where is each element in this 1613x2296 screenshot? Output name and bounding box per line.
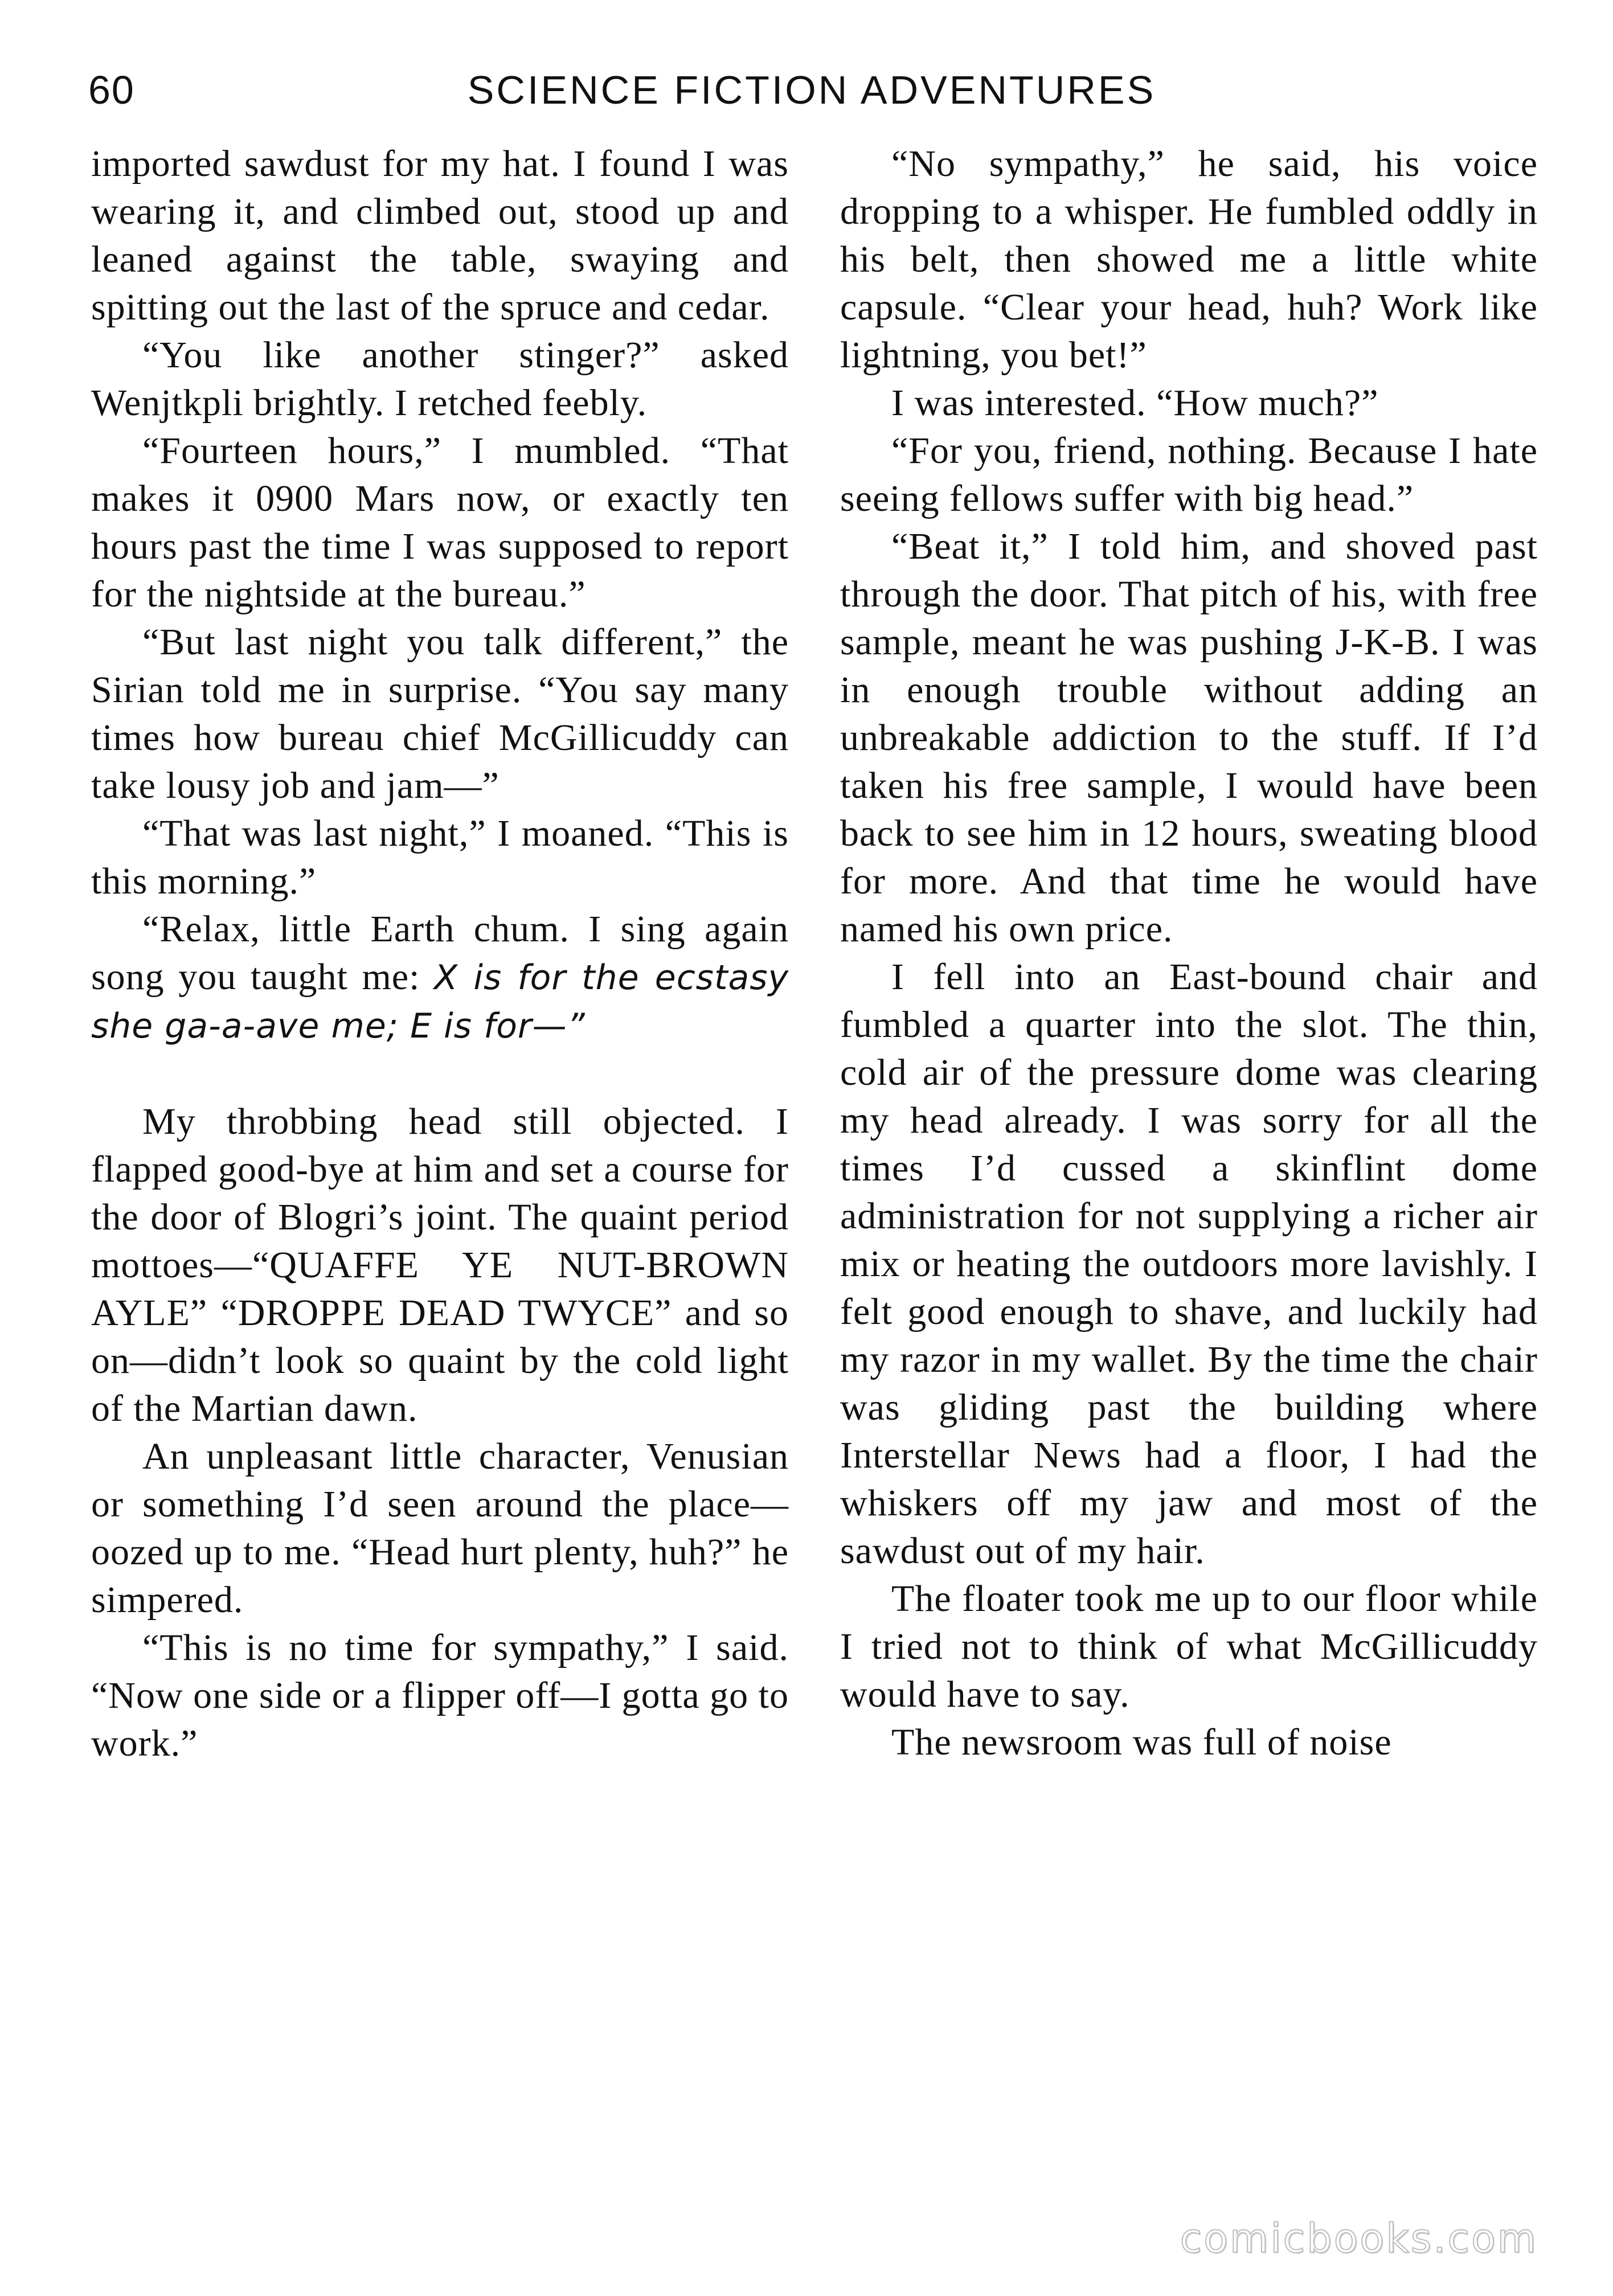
- paragraph: “You like another stinger?” asked Wenjtkpli brightly. I retched feebly.: [91, 334, 789, 424]
- paragraph: “No sympathy,” he said, his voice dropping to a whisper. He fumbled oddly in his belt, then showed me a little white capsule. “Clear your head, huh? Work like lightning, you bet!”: [840, 143, 1538, 376]
- paragraph: imported sawdust for my hat. I found I was wearing it, and climbed out, stood up and leaned against the table, swaying and spitting out the last of the spruce and cedar.: [91, 143, 789, 328]
- paragraph: The newsroom was full of noise: [891, 1721, 1392, 1763]
- paragraph: An unpleasant little character, Venusian or something I’d seen around the place—oozed up to me. “Head hurt plenty, huh?” he simpered.: [91, 1436, 789, 1621]
- paragraph: I fell into an East-bound chair and fumbled a quarter into the slot. The thin, cold air of the pressure dome was clearing my head already. I was sorry for all the times I’d cussed a skinflint dome administration for not supplying a richer air mix or heating the outdoors more lavishly. I felt good enough to shave, and luckily had my razor in my wallet. By the time the chair was gliding past the building where Interstellar News had a floor, I had the whiskers off my jaw and most of the sawdust out of my hair.: [840, 956, 1538, 1572]
- paragraph: “Beat it,” I told him, and shoved past through the door. That pitch of his, with free sample, meant he was pushing J-K-B. I was in enough trouble without adding an unbreakable addiction to the stuff. If I’d taken his free sample, I would have been back to see him in 12 hours, sweating blood for more. And that time he would have named his own price.: [840, 526, 1538, 950]
- paragraph: “Fourteen hours,” I mumbled. “That makes it 0900 Mars now, or exactly ten hours past the time I was supposed to report for the nightside at the bureau.”: [91, 430, 789, 615]
- watermark: comicbooks.com: [1180, 2215, 1538, 2262]
- paragraph: “But last night you talk different,” the Sirian told me in surprise. “You say many times how bureau chief McGillicuddy can take lousy job and jam—”: [91, 621, 789, 806]
- paragraph: The floater took me up to our floor while I tried not to think of what McGillicuddy would have to say.: [840, 1578, 1538, 1715]
- song-lyric-italic: X is for the ecstasy she ga-a-ave me; E is for—”: [91, 958, 789, 1046]
- running-head: SCIENCE FICTION ADVENTURES: [467, 68, 1156, 112]
- paragraph: “For you, friend, nothing. Because I hate seeing fellows suffer with big head.”: [840, 430, 1538, 519]
- paragraph: I was interested. “How much?”: [891, 382, 1379, 424]
- paragraph-text: “Relax, little Earth chum. I sing again song you taught me:: [91, 908, 789, 998]
- paragraph-song-lyric: [91, 905, 789, 1050]
- paragraph: “This is no time for sympathy,” I said. “Now one side or a flipper off—I gotta go to work.”: [91, 1627, 789, 1764]
- right-column: [840, 140, 1538, 1766]
- paragraph: My throbbing head still objected. I flapped good-bye at him and set a course for the door of Blogri’s joint. The quaint period mottoes—“QUAFFE YE NUT-BROWN AYLE” “DROPPE DEAD TWYCE” and so on—didn’t look so quaint by the cold light of the Martian dawn.: [91, 1101, 789, 1429]
- page-header: [88, 62, 1535, 124]
- page-number: 60: [88, 68, 135, 112]
- paragraph: “That was last night,” I moaned. “This is this morning.”: [91, 813, 789, 902]
- left-column: [91, 140, 789, 1768]
